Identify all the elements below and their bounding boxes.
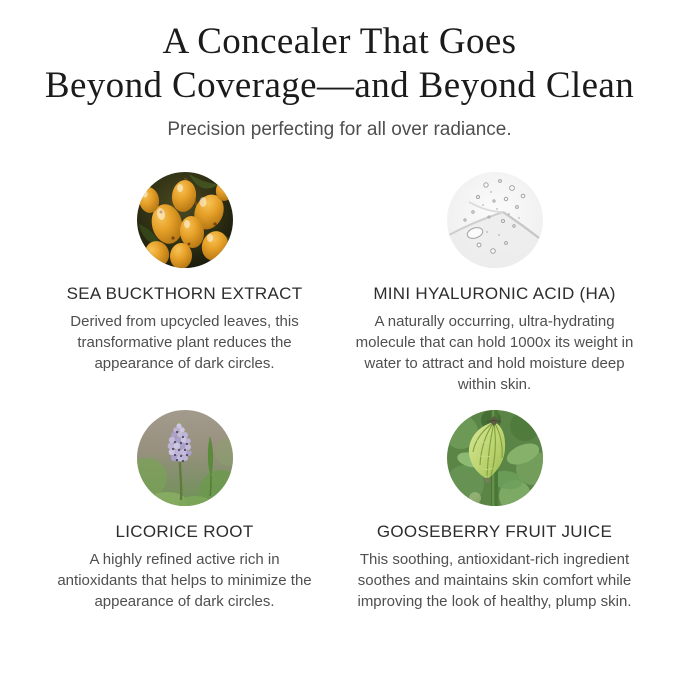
ingredient-description: Derived from upcycled leaves, this transformative plant reduces the appearance of dark circles. <box>70 313 299 372</box>
hyaluronic-acid-image <box>447 172 543 268</box>
ingredient-card-licorice-root <box>30 410 340 648</box>
page-subtitle: Precision perfecting for all over radiance. <box>167 119 512 140</box>
ingredient-description: A naturally occurring, ultra-hydrating molecule that can hold 1000x its weight in water to attract and hold moisture deep within skin. <box>355 313 634 393</box>
ingredient-name: MINI HYALURONIC ACID (HA) <box>373 284 616 303</box>
ingredient-card-gooseberry <box>340 410 650 648</box>
licorice-root-image <box>137 410 233 506</box>
sea-buckthorn-berries-illustration <box>137 172 233 268</box>
ingredient-name: GOOSEBERRY FRUIT JUICE <box>376 522 613 541</box>
gooseberry-fruit-illustration <box>447 410 543 506</box>
ingredient-grid <box>0 172 679 648</box>
gooseberry-image <box>447 410 543 506</box>
page-title-line-1: A Concealer That Goes <box>162 21 517 62</box>
ingredient-card-hyaluronic-acid <box>340 172 650 410</box>
ingredient-card-sea-buckthorn <box>30 172 340 410</box>
page-title <box>0 0 679 108</box>
sea-buckthorn-image <box>137 172 233 268</box>
ingredient-name: SEA BUCKTHORN EXTRACT <box>66 284 303 303</box>
hyaluronic-gel-texture-illustration <box>447 172 543 268</box>
ingredient-name: LICORICE ROOT <box>115 522 254 541</box>
licorice-flower-illustration <box>137 410 233 506</box>
ingredient-description: A highly refined active rich in antioxidants that helps to minimize the appearance of dark circles. <box>57 551 312 610</box>
ingredient-description: This soothing, antioxidant-rich ingredient soothes and maintains skin comfort while improving the look of healthy, plump skin. <box>357 551 632 610</box>
page-title-line-2: Beyond Coverage—and Beyond Clean <box>44 65 635 106</box>
